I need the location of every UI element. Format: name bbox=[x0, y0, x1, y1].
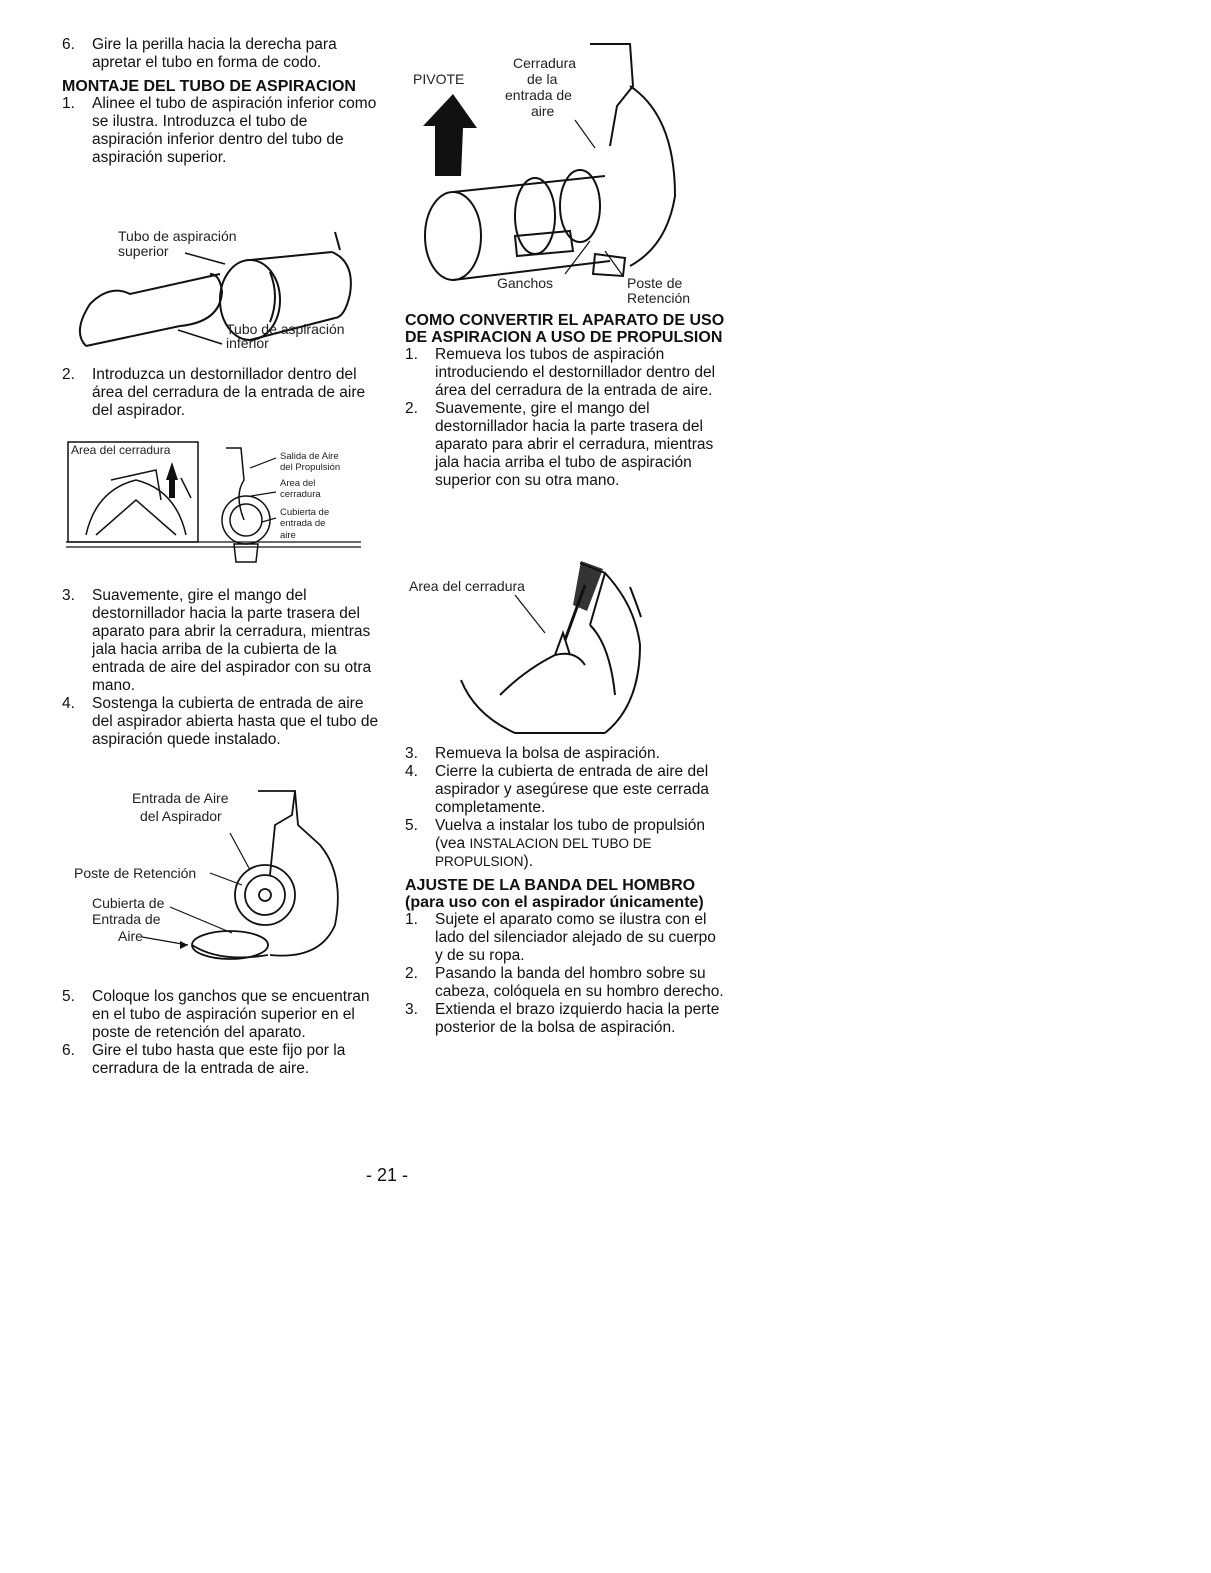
page-number: - 21 - bbox=[366, 1165, 409, 1185]
figure-pivot bbox=[405, 36, 715, 313]
step-4 bbox=[405, 763, 725, 817]
step-3 bbox=[405, 745, 725, 763]
step-number: 6. bbox=[62, 36, 75, 53]
cubierta-label-2: entrada de bbox=[280, 518, 326, 529]
pivote-label: PIVOTE bbox=[413, 71, 465, 87]
step-text: Remueva los tubos de aspiración introduciendo el destornillador dentro del área del cerradura de la entrada de aire. bbox=[435, 346, 716, 399]
ganchos-label: Ganchos bbox=[497, 275, 554, 291]
step-ajuste-3 bbox=[405, 1001, 725, 1037]
section-heading-ajuste: AJUSTE DE LA BANDA DEL HOMBRO (para uso con el aspirador únicamente) bbox=[405, 877, 704, 911]
figure-tubes bbox=[70, 222, 380, 362]
right-column-top bbox=[405, 312, 725, 490]
step-text: Introduzca un destornillador dentro del área del cerradura de la entrada de aire del aspirador. bbox=[92, 366, 366, 419]
section-heading-montaje: MONTAJE DEL TUBO DE ASPIRACION bbox=[62, 78, 356, 95]
poste-label: Poste de Retención bbox=[74, 865, 197, 881]
lock-area-illustration bbox=[66, 440, 371, 570]
step-3 bbox=[62, 587, 382, 695]
salida-label-1: Salida de Aire bbox=[280, 451, 339, 462]
tube-upper-label-1: Tubo de aspiración bbox=[118, 228, 237, 244]
step-6 bbox=[62, 1042, 382, 1078]
step-1 bbox=[405, 346, 725, 400]
step-4 bbox=[62, 695, 382, 749]
step-number: 3. bbox=[62, 587, 75, 604]
step-text: Cierre la cubierta de entrada de aire del aspirador y asegúrese que este cerrada completamente. bbox=[435, 763, 709, 816]
salida-label-2: del Propulsión bbox=[280, 462, 341, 473]
cubierta-label-3: Aire bbox=[118, 928, 143, 944]
poste-label-1: Poste de bbox=[627, 275, 683, 291]
step-number: 2. bbox=[405, 965, 418, 982]
figure-intake-cover bbox=[70, 785, 370, 985]
cerradura-label-3: entrada de bbox=[505, 87, 572, 103]
step-text-reference: INSTALACION DEL TUBO DE PROPULSION bbox=[435, 836, 652, 869]
closeup-label: Area del cerradura bbox=[409, 578, 525, 594]
entrada-label-2: del Aspirador bbox=[140, 808, 222, 824]
step-ajuste-2 bbox=[405, 965, 725, 1001]
right-column-bottom bbox=[405, 745, 725, 1037]
left-column-steps-5-6 bbox=[62, 988, 382, 1078]
step-number: 4. bbox=[405, 763, 418, 780]
cubierta-label-1: Cubierta de bbox=[92, 895, 165, 911]
step-number: 6. bbox=[62, 1042, 75, 1059]
step-text: Gire el tubo hasta que este fijo por la cerradura de la entrada de aire. bbox=[92, 1042, 346, 1077]
step-number: 4. bbox=[62, 695, 75, 712]
step-2 bbox=[405, 400, 725, 490]
step-number: 1. bbox=[405, 346, 418, 363]
step-number: 1. bbox=[405, 911, 418, 928]
cubierta-label-1: Cubierta de bbox=[280, 507, 330, 518]
left-column-steps-3-4 bbox=[62, 587, 382, 749]
section-heading-convertir: COMO CONVERTIR EL APARATO DE USO DE ASPIRACION A USO DE PROPULSION bbox=[405, 312, 725, 346]
tube-upper-label-2: superior bbox=[118, 243, 169, 259]
step-5 bbox=[62, 988, 382, 1042]
step-text: Suavemente, gire el mango del destornillador hacia la parte trasera del aparato para abrir la cerradura, mientras jala hacia arriba de la cubierta de la entrada de aire del aspirador con su otra mano. bbox=[92, 587, 372, 694]
step-text: Remueva la bolsa de aspiración. bbox=[435, 745, 660, 762]
area-label-2: cerradura bbox=[280, 489, 321, 500]
step-number: 2. bbox=[62, 366, 75, 383]
step-text-a: Vuelva a instalar los tubo de propulsión (vea bbox=[435, 817, 705, 852]
cubierta-label-3: aire bbox=[280, 530, 296, 541]
step-text: Coloque los ganchos que se encuentran en el tubo de aspiración superior en el poste de retención del aparato. bbox=[92, 988, 370, 1041]
area-label-1: Area del bbox=[280, 478, 316, 489]
entrada-label-1: Entrada de Aire bbox=[132, 790, 229, 806]
tube-lower-label-2: inferior bbox=[226, 335, 269, 351]
left-column-step2 bbox=[62, 366, 382, 420]
step-number: 1. bbox=[62, 95, 75, 112]
step-ajuste-1 bbox=[405, 911, 725, 965]
step-number: 3. bbox=[405, 1001, 418, 1018]
step-2 bbox=[62, 366, 382, 420]
step-text: Sostenga la cubierta de entrada de aire del aspirador abierta hasta que el tubo de aspiración quede instalado. bbox=[92, 695, 379, 748]
pivot-illustration bbox=[405, 36, 715, 308]
poste-label-2: Retención bbox=[627, 290, 691, 306]
cerradura-label-1: Cerradura bbox=[513, 55, 577, 71]
figure-lock-area bbox=[66, 440, 371, 575]
cerradura-label-4: aire bbox=[531, 103, 555, 119]
tubes-illustration bbox=[70, 222, 380, 357]
cubierta-label-2: Entrada de bbox=[92, 911, 161, 927]
step-text: Gire la perilla hacia la derecha para apretar el tubo en forma de codo. bbox=[92, 36, 337, 71]
step-number: 3. bbox=[405, 745, 418, 762]
step-text: Sujete el aparato como se ilustra con el lado del silenciador alejado de su cuerpo y de su ropa. bbox=[435, 911, 716, 964]
figure-lock-closeup bbox=[405, 555, 715, 750]
step-text bbox=[435, 817, 725, 871]
step-6-top bbox=[62, 36, 382, 72]
pivot-arrow-icon bbox=[423, 94, 477, 176]
step-text-b: ). bbox=[523, 853, 533, 870]
step-text: Extienda el brazo izquierdo hacia la perte posterior de la bolsa de aspiración. bbox=[435, 1001, 720, 1036]
step-text: Pasando la banda del hombro sobre su cabeza, colóquela en su hombro derecho. bbox=[435, 965, 724, 1000]
left-column-top bbox=[62, 36, 382, 167]
tube-lower-label-1: Tubo de aspiración bbox=[226, 321, 345, 337]
lock-closeup-illustration bbox=[405, 555, 715, 745]
step-5 bbox=[405, 817, 725, 871]
cerradura-label-2: de la bbox=[527, 71, 558, 87]
step-number: 2. bbox=[405, 400, 418, 417]
inset-label: Area del cerradura bbox=[71, 443, 171, 457]
step-number: 5. bbox=[62, 988, 75, 1005]
step-number: 5. bbox=[405, 817, 418, 834]
step-1 bbox=[62, 95, 382, 167]
step-text: Suavemente, gire el mango del destornillador hacia la parte trasera del aparato para abrir el cerradura, mientras jala hacia arriba el tubo de aspiración superior con su otra mano. bbox=[435, 400, 714, 489]
step-text: Alinee el tubo de aspiración inferior como se ilustra. Introduzca el tubo de aspiración inferior dentro del tubo de aspiración superior. bbox=[92, 95, 377, 166]
intake-cover-illustration bbox=[70, 785, 370, 980]
